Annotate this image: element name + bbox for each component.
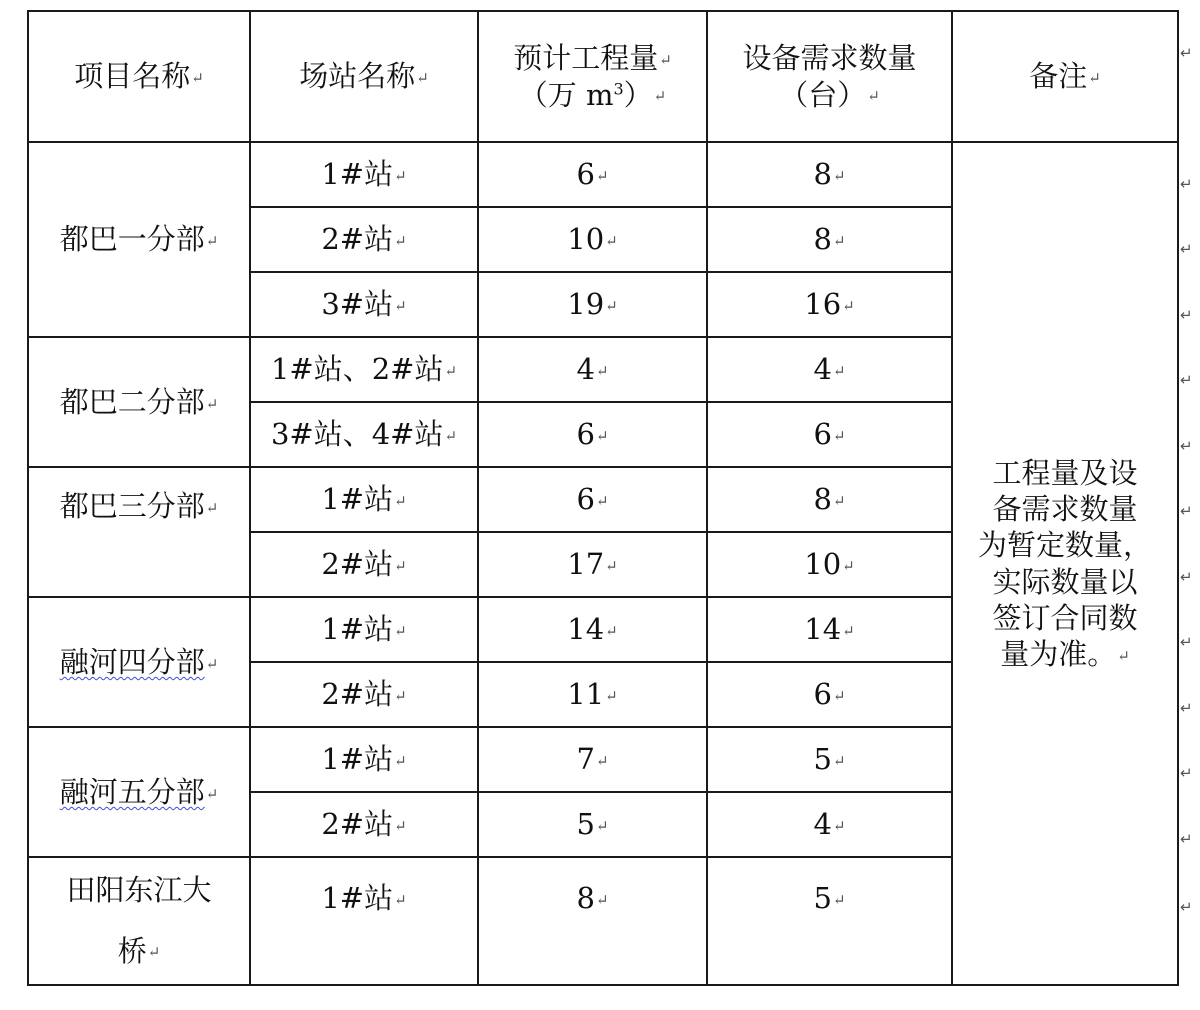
volume-cell: 6↵ <box>478 467 707 532</box>
station-cell: 1#站↵ <box>250 467 478 532</box>
row-end-mark: ↵ <box>1180 306 1193 324</box>
header-station-name: 场站名称↵ <box>250 11 478 142</box>
equipment-cell: 5↵ <box>707 727 952 792</box>
station-cell: 2#站↵ <box>250 662 478 727</box>
equipment-cell: 14↵ <box>707 597 952 662</box>
equipment-cell: 8↵ <box>707 467 952 532</box>
row-end-mark: ↵ <box>1180 502 1193 520</box>
project-cell: 都巴二分部↵ <box>28 337 250 467</box>
equipment-cell: 5↵ <box>707 857 952 985</box>
volume-cell: 7↵ <box>478 727 707 792</box>
row-end-mark: ↵ <box>1180 764 1193 782</box>
header-project-name: 项目名称↵ <box>28 11 250 142</box>
equipment-requirement-table <box>27 10 1179 986</box>
equipment-cell: 6↵ <box>707 402 952 467</box>
volume-cell: 11↵ <box>478 662 707 727</box>
equipment-cell: 4↵ <box>707 792 952 857</box>
station-cell: 2#站↵ <box>250 792 478 857</box>
volume-cell: 6↵ <box>478 142 707 207</box>
station-cell: 1#站↵ <box>250 727 478 792</box>
station-cell: 3#站、4#站↵ <box>250 402 478 467</box>
row-end-mark: ↵ <box>1180 568 1193 586</box>
volume-cell: 6↵ <box>478 402 707 467</box>
volume-cell: 8↵ <box>478 857 707 985</box>
station-cell: 1#站↵ <box>250 857 478 985</box>
row-end-mark: ↵ <box>1180 371 1193 389</box>
row-end-mark: ↵ <box>1180 175 1193 193</box>
header-row <box>28 11 1178 142</box>
equipment-cell: 16↵ <box>707 272 952 337</box>
project-cell: 融河四分部↵ <box>28 597 250 727</box>
row-end-mark: ↵ <box>1180 240 1193 258</box>
project-cell: 都巴一分部↵ <box>28 142 250 337</box>
volume-cell: 19↵ <box>478 272 707 337</box>
equipment-cell: 4↵ <box>707 337 952 402</box>
row-end-mark: ↵ <box>1180 633 1193 651</box>
equipment-cell: 6↵ <box>707 662 952 727</box>
station-cell: 1#站↵ <box>250 142 478 207</box>
project-cell: 都巴三分部↵ <box>28 467 250 597</box>
station-cell: 2#站↵ <box>250 207 478 272</box>
header-equipment-quantity: 设备需求数量 （台）↵ <box>707 11 952 142</box>
station-cell: 1#站、2#站↵ <box>250 337 478 402</box>
equipment-cell: 10↵ <box>707 532 952 597</box>
station-cell: 3#站↵ <box>250 272 478 337</box>
project-cell: 融河五分部↵ <box>28 727 250 857</box>
table-row <box>28 142 1178 207</box>
project-cell: 田阳东江大 桥↵ <box>28 857 250 985</box>
row-end-mark: ↵ <box>1180 898 1193 916</box>
station-cell: 2#站↵ <box>250 532 478 597</box>
row-end-marks <box>1180 10 1200 1010</box>
row-end-mark: ↵ <box>1180 437 1193 455</box>
row-end-mark: ↵ <box>1180 44 1193 62</box>
equipment-cell: 8↵ <box>707 142 952 207</box>
volume-cell: 5↵ <box>478 792 707 857</box>
station-cell: 1#站↵ <box>250 597 478 662</box>
volume-cell: 10↵ <box>478 207 707 272</box>
header-remarks: 备注↵ <box>952 11 1178 142</box>
equipment-cell: 8↵ <box>707 207 952 272</box>
row-end-mark: ↵ <box>1180 830 1193 848</box>
header-estimated-volume: 预计工程量↵ （万 $m^3)↵$ <box>478 11 707 142</box>
row-end-mark: ↵ <box>1180 699 1193 717</box>
volume-cell: 4↵ <box>478 337 707 402</box>
remarks-cell: 工程量及设 备需求数量 为暂定数量， 实际数量以 签订合同数 量为准。↵ <box>952 142 1178 985</box>
volume-cell: 14↵ <box>478 597 707 662</box>
volume-cell: 17↵ <box>478 532 707 597</box>
